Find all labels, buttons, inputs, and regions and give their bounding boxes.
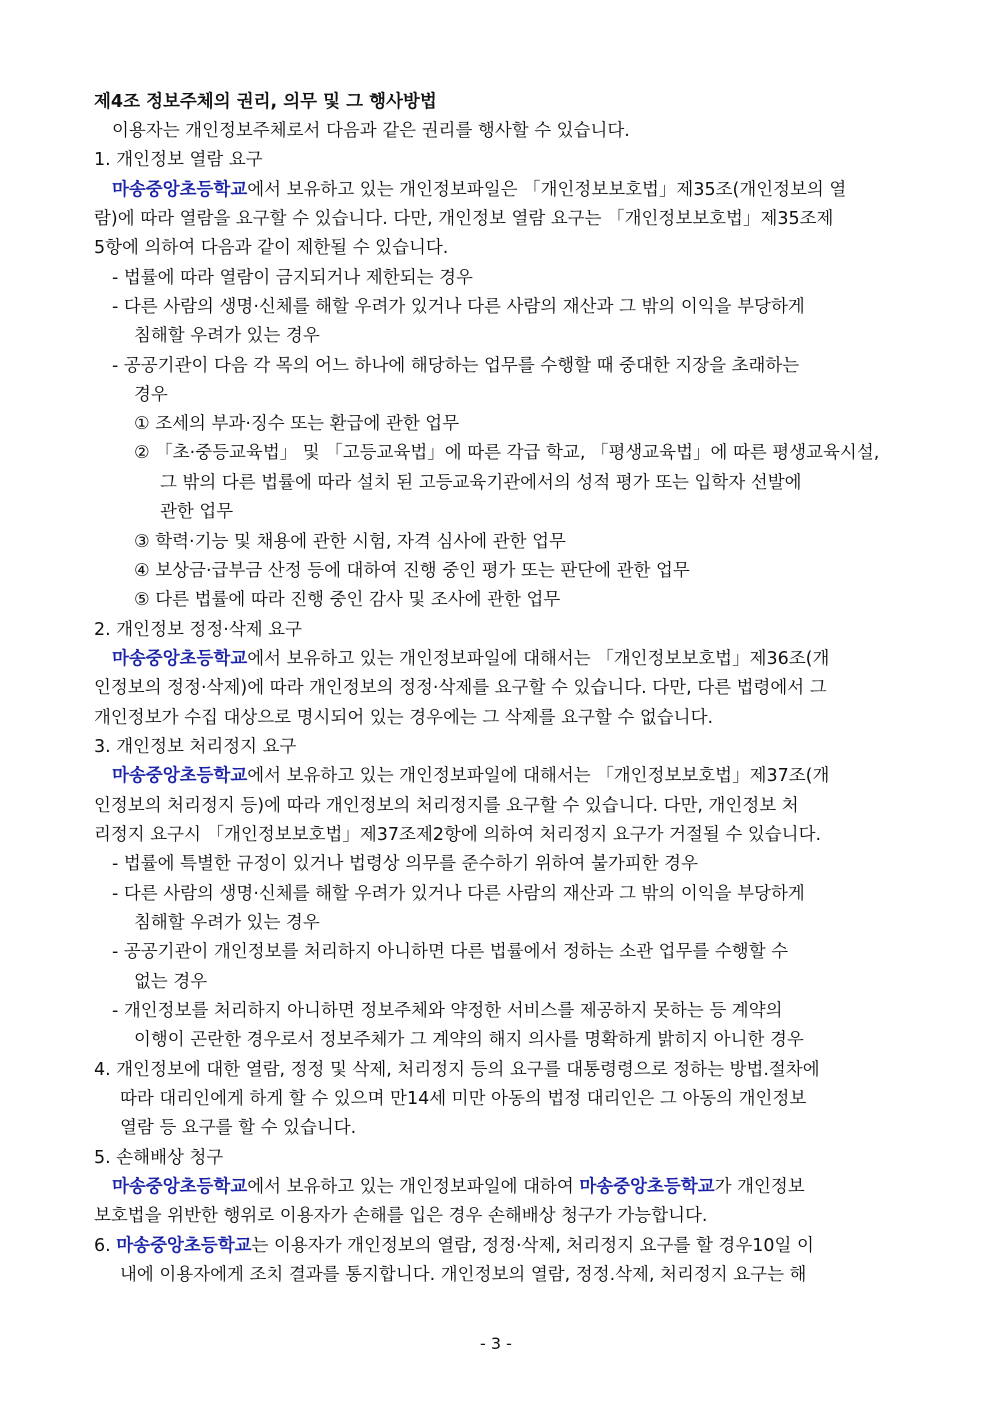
item5-heading: 5. 손해배상 청구: [94, 1148, 224, 1168]
item4-line1: 4. 개인정보에 대한 열람, 정정 및 삭제, 처리정지 등의 요구를 대통령령으로 정하는 방법.절차에: [94, 1060, 820, 1080]
page-number: - 3 -: [480, 1334, 512, 1353]
item1-para-line3: 5항에 의하여 다음과 같이 제한될 수 있습니다.: [94, 238, 449, 258]
item4-line3: 열람 등 요구를 할 수 있습니다.: [120, 1118, 357, 1138]
school-name: 마송중앙초등학교: [116, 1236, 252, 1256]
item4-line2: 따라 대리인에게 하게 할 수 있으며 만14세 미만 아동의 법정 대리인은 그 아동의 개인정보: [120, 1089, 807, 1109]
item3-bullet4-line1: - 개인정보를 처리하지 아니하면 정보주체와 약정한 서비스를 제공하지 못하는 등 계약의: [112, 1001, 783, 1021]
item1-para-line1: 마송중앙초등학교에서 보유하고 있는 개인정보파일은 「개인정보보호법」제35조(개인정보의 열: [112, 180, 847, 200]
item1-para-line2: 람)에 따라 열람을 요구할 수 있습니다. 다만, 개인정보 열람 요구는 「개인정보보호법」제35조제: [94, 209, 834, 229]
item3-para-line3: 리정지 요구시 「개인정보보호법」제37조제2항에 의하여 처리정지 요구가 거절될 수 있습니다.: [94, 825, 822, 845]
item1-sub1: ① 조세의 부과·징수 또는 환급에 관한 업무: [134, 414, 460, 434]
section-title: 제4조 정보주체의 권리, 의무 및 그 행사방법: [94, 92, 437, 112]
item3-bullet3-line1: - 공공기관이 개인정보를 처리하지 아니하면 다른 법률에서 정하는 소관 업무를 수행할 수: [112, 942, 789, 962]
school-name: 마송중앙초등학교: [112, 649, 248, 669]
item3-heading: 3. 개인정보 처리정지 요구: [94, 737, 297, 757]
item3-bullet4-line2: 이행이 곤란한 경우로서 정보주체가 그 계약의 해지 의사를 명확하게 밝히지 아니한 경우: [134, 1030, 804, 1050]
school-name: 마송중앙초등학교: [112, 766, 248, 786]
item3-bullet1: - 법률에 특별한 규정이 있거나 법령상 의무를 준수하기 위하여 불가피한 경우: [112, 854, 698, 874]
item1-bullet1: - 법률에 따라 열람이 금지되거나 제한되는 경우: [112, 268, 473, 288]
item1-bullet2-line2: 침해할 우려가 있는 경우: [134, 326, 320, 346]
item2-heading: 2. 개인정보 정정·삭제 요구: [94, 620, 302, 640]
item3-para-line1: 마송중앙초등학교에서 보유하고 있는 개인정보파일에 대해서는 「개인정보보호법」제37조(개: [112, 766, 830, 786]
item1-sub5: ⑤ 다른 법률에 따라 진행 중인 감사 및 조사에 관한 업무: [134, 590, 561, 610]
item3-bullet2-line1: - 다른 사람의 생명·신체를 해할 우려가 있거나 다른 사람의 재산과 그 밖의 이익을 부당하게: [112, 884, 805, 904]
item1-bullet2-line1: - 다른 사람의 생명·신체를 해할 우려가 있거나 다른 사람의 재산과 그 밖의 이익을 부당하게: [112, 297, 805, 317]
item2-para-line3: 개인정보가 수집 대상으로 명시되어 있는 경우에는 그 삭제를 요구할 수 없습니다.: [94, 708, 714, 728]
item6-line1: 6. 마송중앙초등학교는 이용자가 개인정보의 열람, 정정·삭제, 처리정지 요구를 할 경우10일 이: [94, 1236, 814, 1256]
school-name: 마송중앙초등학교: [112, 180, 248, 200]
item1-bullet3-line1: - 공공기관이 다음 각 목의 어느 하나에 해당하는 업무를 수행할 때 중대한 지장을 초래하는: [112, 356, 800, 376]
item2-para-line2: 인정보의 정정·삭제)에 따라 개인정보의 정정·삭제를 요구할 수 있습니다. 다만, 다른 법령에서 그: [94, 678, 827, 698]
item1-sub2-line1: ② 「초·중등교육법」 및 「고등교육법」에 따른 각급 학교, 「평생교육법」에 따른 평생교육시설,: [134, 443, 880, 463]
item2-para-line1: 마송중앙초등학교에서 보유하고 있는 개인정보파일에 대해서는 「개인정보보호법」제36조(개: [112, 649, 830, 669]
intro-text: 이용자는 개인정보주체로서 다음과 같은 권리를 행사할 수 있습니다.: [112, 121, 630, 141]
item6-line2: 내에 이용자에게 조치 결과를 통지합니다. 개인정보의 열람, 정정.삭제, 처리정지 요구는 해: [120, 1265, 807, 1285]
item3-bullet3-line2: 없는 경우: [134, 972, 208, 992]
item1-sub4: ④ 보상금·급부금 산정 등에 대하여 진행 중인 평가 또는 판단에 관한 업무: [134, 561, 690, 581]
item1-sub2-line3: 관한 업무: [160, 502, 234, 522]
item3-bullet2-line2: 침해할 우려가 있는 경우: [134, 913, 320, 933]
item1-sub2-line2: 그 밖의 다른 법률에 따라 설치 된 고등교육기관에서의 성적 평가 또는 입학자 선발에: [160, 473, 802, 493]
item1-bullet3-line2: 경우: [134, 385, 168, 405]
school-name: 마송중앙초등학교: [579, 1177, 715, 1197]
item3-para-line2: 인정보의 처리정지 등)에 따라 개인정보의 처리정지를 요구할 수 있습니다. 다만, 개인정보 처: [94, 796, 799, 816]
item1-sub3: ③ 학력·기능 및 채용에 관한 시험, 자격 심사에 관한 업무: [134, 532, 566, 552]
school-name: 마송중앙초등학교: [112, 1177, 248, 1197]
item5-para-line1: 마송중앙초등학교에서 보유하고 있는 개인정보파일에 대하여 마송중앙초등학교가 개인정보: [112, 1177, 805, 1197]
item1-heading: 1. 개인정보 열람 요구: [94, 150, 263, 170]
item5-para-line2: 보호법을 위반한 행위로 이용자가 손해를 입은 경우 손해배상 청구가 가능합니다.: [94, 1206, 708, 1226]
